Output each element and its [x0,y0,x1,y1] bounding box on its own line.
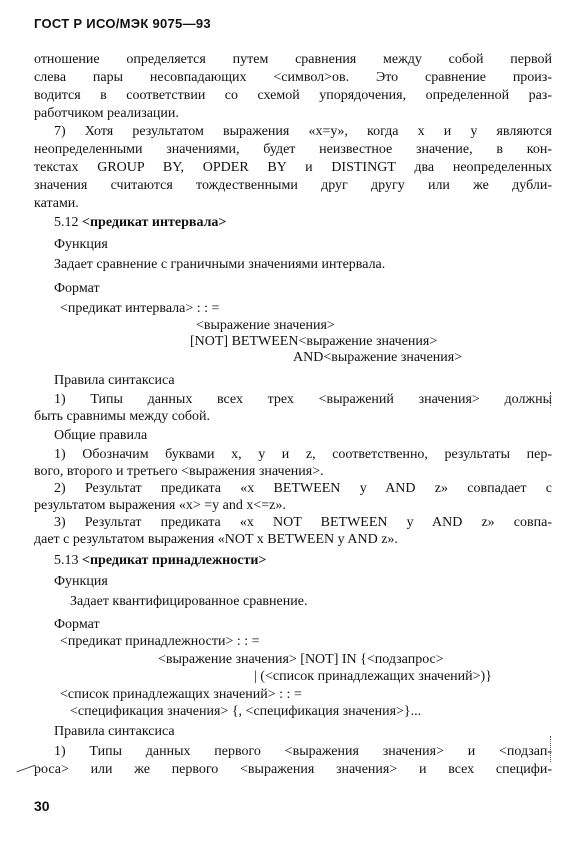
text-line: 2) Результат предиката «x BETWEEN y AND z» совпадает с [54,481,552,496]
text-line: вого, второго и третьего <выражения значения>. [34,464,324,479]
format-line: <выражение значения> [196,318,335,333]
function-label: Функция [54,237,108,252]
text-line: 1) Типы данных всех трех <выражений значения> должны [54,392,552,407]
text-line: 7) Хотя результатом выражения «x=y», когда x и y являются [54,124,552,139]
format-label: Формат [54,617,100,632]
format-label: Формат [54,281,100,296]
format-line: AND<выражение значения> [293,350,463,365]
text-line: неопределенными значениями, будет неизвестное значение, в кон- [34,142,552,157]
function-text: Задает сравнение с граничными значениями интервала. [54,257,386,272]
section-number: 5.12 [54,215,79,230]
section-title: <предикат принадлежности> [82,553,267,568]
text-line: водится в соответствии со схемой упорядочения, определенной раз- [34,88,552,103]
format-line: <предикат принадлежности> : : = [60,634,260,649]
text-line: 3) Результат предиката «x NOT BETWEEN y AND z» совпа- [54,515,552,530]
section-number: 5.13 [54,553,79,568]
section-heading-5-13 [54,553,266,569]
text-line: быть сравнимы между собой. [34,409,211,424]
text-line: роса> или же первого <выражения значения> и всех специфи- [34,762,552,777]
page-number: 30 [34,798,50,814]
margin-mark [16,765,35,773]
syntax-rules-label: Правила синтаксиса [54,724,175,739]
text-line: 1) Типы данных первого <выражения значения> и <подзап- [54,744,552,759]
syntax-rules-label: Правила синтаксиса [54,373,175,388]
function-text: Задает квантифицированное сравнение. [70,594,308,609]
section-heading-5-12 [54,215,226,231]
format-line: <список принадлежащих значений> : : = [60,687,302,702]
text-line: 1) Обозначим буквами x, y и z, соответственно, результаты пер- [54,447,552,462]
text-line: дает с результатом выражения «NOT x BETWEEN y AND z». [34,532,398,547]
section-title: <предикат интервала> [82,215,227,230]
format-line: | (<список принадлежащих значений>)} [254,669,492,684]
text-line: отношение определяется путем сравнения между собой первой [34,52,552,67]
text-line: слева пары несовпадающих <символ>ов. Это сравнение произ- [34,70,552,85]
format-line: <спецификация значения> {, <спецификация значения>}... [70,704,422,719]
page-header: ГОСТ Р ИСО/МЭК 9075—93 [34,16,211,31]
function-label: Функция [54,574,108,589]
general-rules-label: Общие правила [54,428,148,443]
format-line: [NOT] BETWEEN<выражение значения> [190,334,438,349]
text-line: результатом выражения «x> =y and x<=z». [34,498,286,513]
text-line: значения считаются тождественными друг другу или же дубли- [34,178,552,193]
margin-mark [550,736,551,762]
text-line: работчиком реализации. [34,106,179,121]
format-line: <выражение значения> [NOT] IN {<подзапрос> [158,652,444,667]
text-line: текстах GROUP BY, OPDER BY и DISTINGT два неопределенных [34,160,552,175]
text-line: катами. [34,196,79,211]
margin-mark [550,392,551,406]
format-line: <предикат интервала> : : = [60,301,220,316]
